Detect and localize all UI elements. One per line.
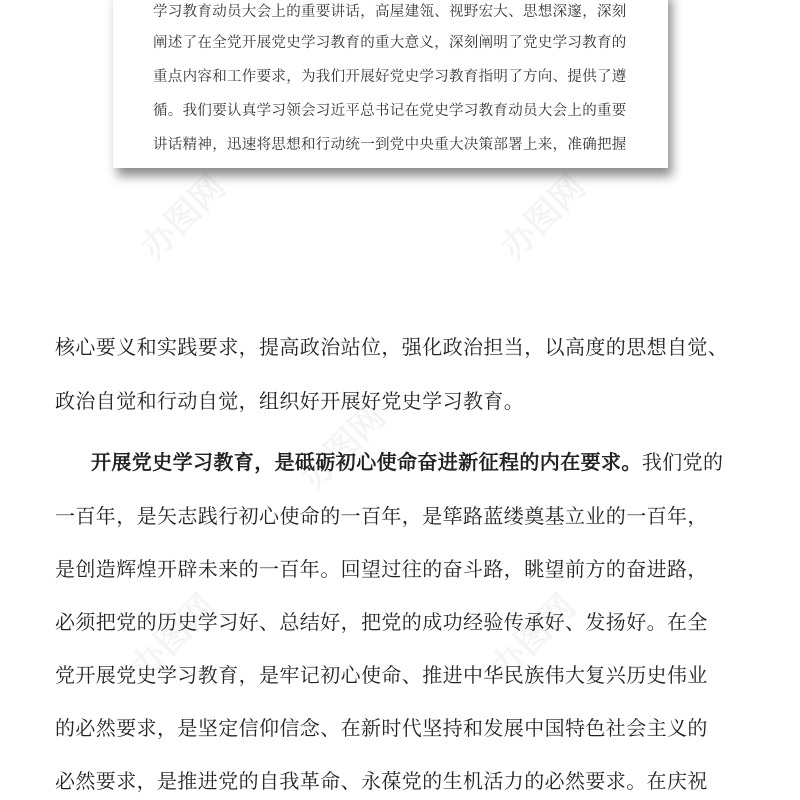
card-line: 学习教育动员大会上的重要讲话，高屋建瓴、视野宏大、思想深邃，深刻: [153, 4, 627, 20]
card-line: 循。我们要认真学习领会习近平总书记在党史学习教育动员大会上的重要: [153, 103, 627, 119]
watermark: [128, 161, 235, 268]
quote-card: [113, 0, 668, 168]
body-line: 核心要义和实践要求，提高政治站位，强化政治担当，以高度的思想自觉、: [55, 335, 729, 359]
card-line: 重点内容和工作要求，为我们开展好党史学习教育指明了方向、提供了遵: [153, 69, 627, 85]
body-line: 党开展党史学习教育，是牢记初心使命、推进中华民族伟大复兴历史伟业: [55, 663, 708, 687]
body-line: 一百年，是矢志践行初心使命的一百年，是筚路蓝缕奠基立业的一百年，: [55, 504, 708, 528]
card-line: 讲话精神，迅速将思想和行动统一到党中央重大决策部署上来，准确把握: [153, 137, 627, 153]
body-line: 的必然要求，是坚定信仰信念、在新时代坚持和发展中国特色社会主义的: [55, 716, 708, 740]
body-line: 政治自觉和行动自觉，组织好开展好党史学习教育。: [55, 389, 525, 413]
paragraph-first-line: [91, 446, 723, 475]
paragraph-lead: 开展党史学习教育，是砥砺初心使命奋进新征程的内在要求。: [91, 450, 642, 474]
card-line: 阐述了在全党开展党史学习教育的重大意义，深刻阐明了党史学习教育的: [153, 35, 627, 51]
paragraph-lead-rest: 我们党的: [641, 450, 724, 474]
body-line: 必然要求，是推进党的自我革命、永葆党的生机活力的必然要求。在庆祝: [55, 769, 708, 793]
body-line: 必须把党的历史学习好、总结好，把党的成功经验传承好、发扬好。在全: [55, 610, 708, 634]
body-line: 是创造辉煌开辟未来的一百年。回望过往的奋斗路，眺望前方的奋进路，: [55, 557, 708, 581]
watermark: [488, 161, 595, 268]
